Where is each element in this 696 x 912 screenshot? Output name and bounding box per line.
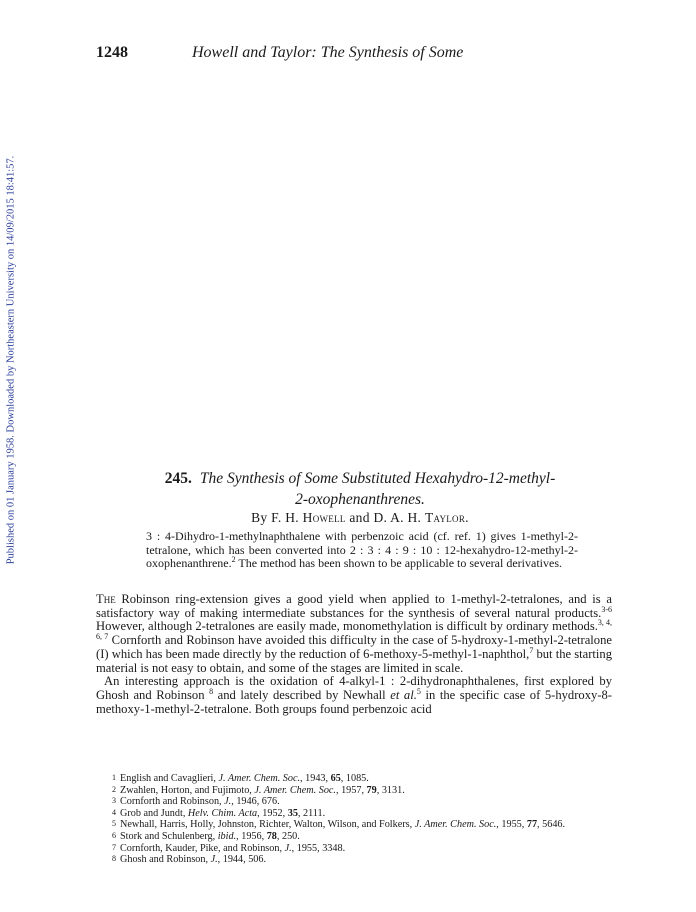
reference-journal: ibid. [217,830,237,842]
p1-text-c: Cornforth and Robinson have avoided this difficulty in the case of 5-hydroxy-1-methyl-2-tetralone (I) which has been made directly by the reduction of 6-methoxy-5-methyl-1-naphthol, [96,633,612,661]
reference-year: , 1944, 506. [217,854,267,866]
reference-item [96,819,612,831]
authors-prefix: By F. H. [251,510,299,525]
author-line [130,510,590,526]
reference-number: 3 [112,796,116,806]
reference-item [96,843,612,855]
reference-year: , 1943, [300,773,331,784]
p2-sup-a: 8 [209,686,214,696]
reference-number: 4 [112,807,116,817]
reference-authors: Ghosh and Robinson, [120,854,211,866]
reference-pages: , 2111. [297,807,326,819]
reference-pages: , 1085. [340,773,369,784]
reference-year: , 1952, [257,807,288,819]
reference-volume: 65 [330,773,341,784]
reference-number: 1 [112,773,116,782]
reference-volume: 79 [366,784,377,796]
p1-text-d: but the starting material is not easy to obtain, and some of the stages are limited in scale. [96,646,613,675]
reference-year: , 1955, [496,819,527,831]
reference-authors: Newhall, Harris, Holly, Johnston, Richter, Walton, Wilson, and Folkers, [120,819,415,831]
page-number: 1248 [96,44,128,61]
reference-item [96,773,612,785]
abstract [146,530,578,571]
paragraph-1-opening: The [96,592,116,606]
abstract-text-2: The method has been shown to be applicable to several derivatives. [235,556,562,571]
reference-item [96,831,612,843]
reference-year: , 1955, 3348. [291,842,346,854]
reference-authors: English and Cavaglieri, [120,773,219,784]
reference-year: , 1956, [236,830,267,842]
reference-authors: Zwahlen, Horton, and Fujimoto, [120,784,255,796]
reference-authors: Stork and Schulenberg, [120,830,218,842]
page-header [96,44,616,64]
running-title: Howell and Taylor: The Synthesis of Some [192,44,464,61]
reference-number: 6 [112,830,116,840]
p2-sup-b: 5 [416,686,421,696]
download-watermark-text: Published on 01 January 1958. Downloaded by Northeastern University on 14/09/2015 18:41:57. [5,155,17,565]
reference-journal: J. Amer. Chem. Soc. [414,819,497,831]
article-number: 245. [164,470,192,487]
abstract-ref-sup: 2 [231,555,236,565]
paragraph-2 [96,675,612,716]
title-line-1: The Synthesis of Some Substituted Hexahydro-12-methyl- [199,470,556,487]
reference-number: 7 [112,842,116,852]
p1-sup-a: 3-6 [601,604,612,614]
p1-sup-c: 7 [529,645,534,655]
p2-text-c: in the specific case of 5-hydroxy-8-methoxy-1-methyl-2-tetralone. Both groups found perbenzoic acid [96,687,613,716]
reference-year: , 1946, 676. [231,796,280,808]
reference-item [96,854,612,866]
article-title [130,468,590,510]
title-line-2: 2-oxophenanthrenes. [295,491,425,508]
reference-authors: Grob and Jundt, [120,807,188,819]
abstract-text-1: 3 : 4-Dihydro-1-methylnaphthalene with perbenzoic acid (cf. ref. 1) gives 1-methyl-2-tetralone, which has been converted into 2 : 3 : 4 : 9 : 10 : 12-hexahydro-12-methyl-2-oxophenanthrene. [146,529,578,571]
reference-authors: Cornforth, Kauder, Pike, and Robinson, [120,842,285,854]
reference-number: 8 [112,854,116,864]
authors-end: . [465,510,469,525]
paragraph-1 [96,593,612,675]
reference-number: 5 [112,819,116,829]
download-watermark [4,130,18,590]
reference-journal: J. Amer. Chem. Soc. [218,773,301,784]
reference-number: 2 [112,784,116,794]
p2-text-b: and lately described by Newhall [213,687,391,702]
reference-item [96,796,612,808]
reference-pages: , 3131. [376,784,405,796]
author-2-surname: Taylor [424,510,466,525]
authors-mid: and D. A. H. [349,510,422,525]
reference-item [96,785,612,797]
reference-year: , 1957, [335,784,367,796]
reference-item [96,808,612,820]
reference-journal: J. Amer. Chem. Soc. [254,784,336,796]
reference-journal: Helv. Chim. Acta [187,807,258,819]
reference-journal: J. [284,842,292,854]
reference-volume: 77 [526,819,538,831]
references-list [96,773,612,866]
p1-text-b: However, although 2-tetralones are easily made, monomethylation is difficult by ordinary methods. [96,619,598,634]
reference-authors: Cornforth and Robinson, [120,796,225,808]
reference-volume: 78 [266,830,277,842]
author-1-surname: Howell [302,510,346,525]
reference-journal: J. [210,854,218,866]
body-text [96,593,612,716]
reference-journal: J. [224,796,232,808]
reference-pages: , 5646. [537,819,566,831]
p1-sup-b: 3, 4, 6, 7 [96,618,612,641]
p2-text-a: An interesting approach is the oxidation of 4-alkyl-1 : 2-dihydronaphthalenes, first explored by Ghosh and Robinson [96,674,612,702]
reference-pages: , 250. [276,830,300,842]
p2-et-al: et al. [390,687,417,702]
reference-volume: 35 [287,807,298,819]
p1-text-a: Robinson ring-extension gives a good yield when applied to 1-methyl-2-tetralones, and is a satisfactory way of making intermediate substances for the synthesis of several natural products. [96,592,612,620]
